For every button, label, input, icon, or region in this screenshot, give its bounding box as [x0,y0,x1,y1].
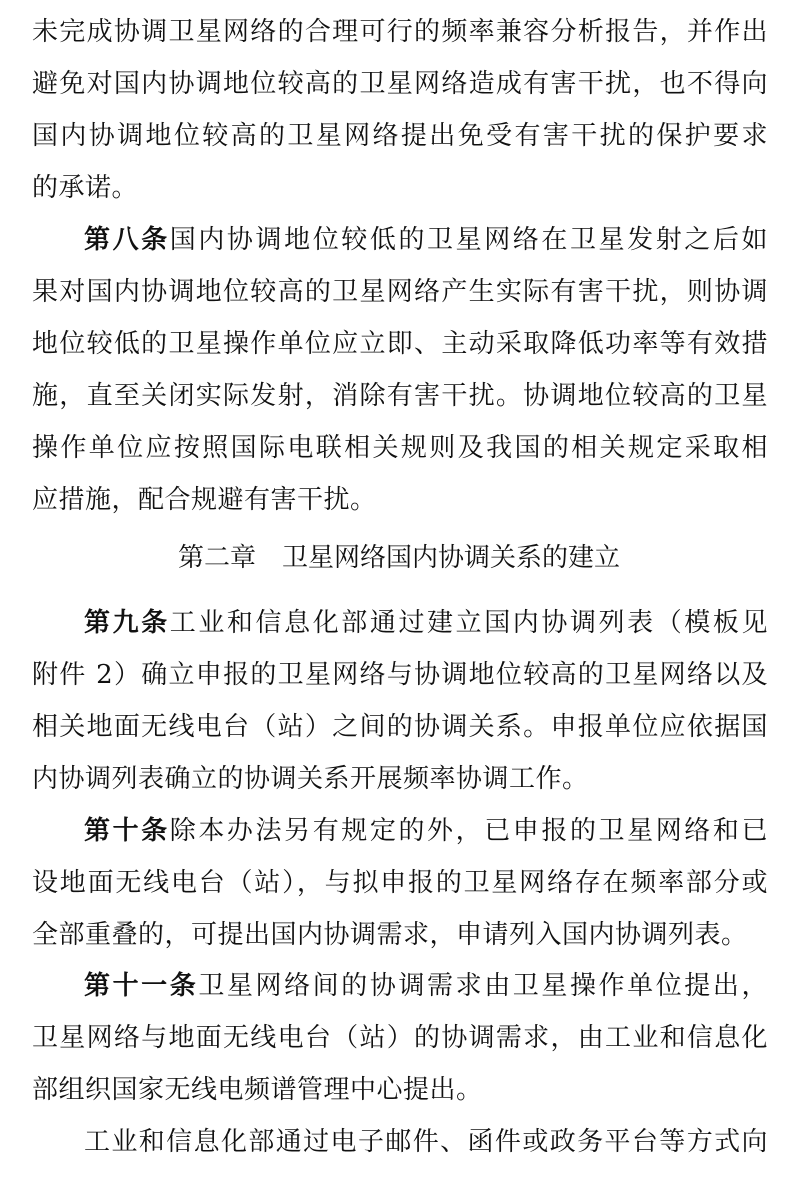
text-line: 全部重叠的，可提出国内协调需求，申请列入国内协调列表。 [32,920,748,950]
text-line: 设地面无线电台（站），与拟申报的卫星网络存在频率部分或 [32,868,768,898]
text-line: 果对国内协调地位较高的卫星网络产生实际有害干扰，则协调 [32,277,768,307]
article-10-label: 第十条 [84,816,170,846]
text-line: 相关地面无线电台（站）之间的协调关系。申报单位应依据国 [32,712,768,742]
article-11-label: 第十一条 [84,971,199,1001]
article-10-first-text: 除本办法另有规定的外，已申报的卫星网络和已 [169,816,768,846]
text-line: 部组织国家无线电频谱管理中心提出。 [32,1075,483,1105]
text-line: 卫星网络与地面无线电台（站）的协调需求，由工业和信息化 [32,1023,768,1053]
article-9-first-text: 工业和信息化部通过建立国内协调列表（模板见 [169,608,768,638]
text-line: 操作单位应按照国际电联相关规则及我国的相关规定采取相 [32,433,768,463]
article-11-first-line [84,969,768,1003]
article-8-first-line [84,223,768,257]
text-line: 应措施，配合规避有害干扰。 [32,485,377,515]
article-9-label: 第九条 [84,608,170,638]
text-line: 国内协调地位较高的卫星网络提出免受有害干扰的保护要求 [32,121,768,151]
text-line: 未完成协调卫星网络的合理可行的频率兼容分析报告，并作出 [32,17,768,47]
text-line: 施，直至关闭实际发射，消除有害干扰。协调地位较高的卫星 [32,381,768,411]
text-line: 的承诺。 [32,173,139,203]
article-11-first-text: 卫星网络间的协调需求由卫星操作单位提出， [198,971,768,1001]
article-8-label: 第八条 [84,225,170,255]
text-line: 附件 2）确立申报的卫星网络与协调地位较高的卫星网络以及 [32,660,768,690]
text-line: 避免对国内协调地位较高的卫星网络造成有害干扰，也不得向 [32,69,768,99]
text-line: 工业和信息化部通过电子邮件、函件或政务平台等方式向 [84,1127,768,1157]
article-10-first-line [84,814,768,848]
text-line: 地位较低的卫星操作单位应立即、主动采取降低功率等有效措 [32,329,768,359]
article-9-first-line [84,606,768,640]
text-line: 内协调列表确立的协调关系开展频率协调工作。 [32,764,589,794]
article-8-first-text: 国内协调地位较低的卫星网络在卫星发射之后如 [169,225,768,255]
chapter-heading: 第二章 卫星网络国内协调关系的建立 [177,543,620,573]
